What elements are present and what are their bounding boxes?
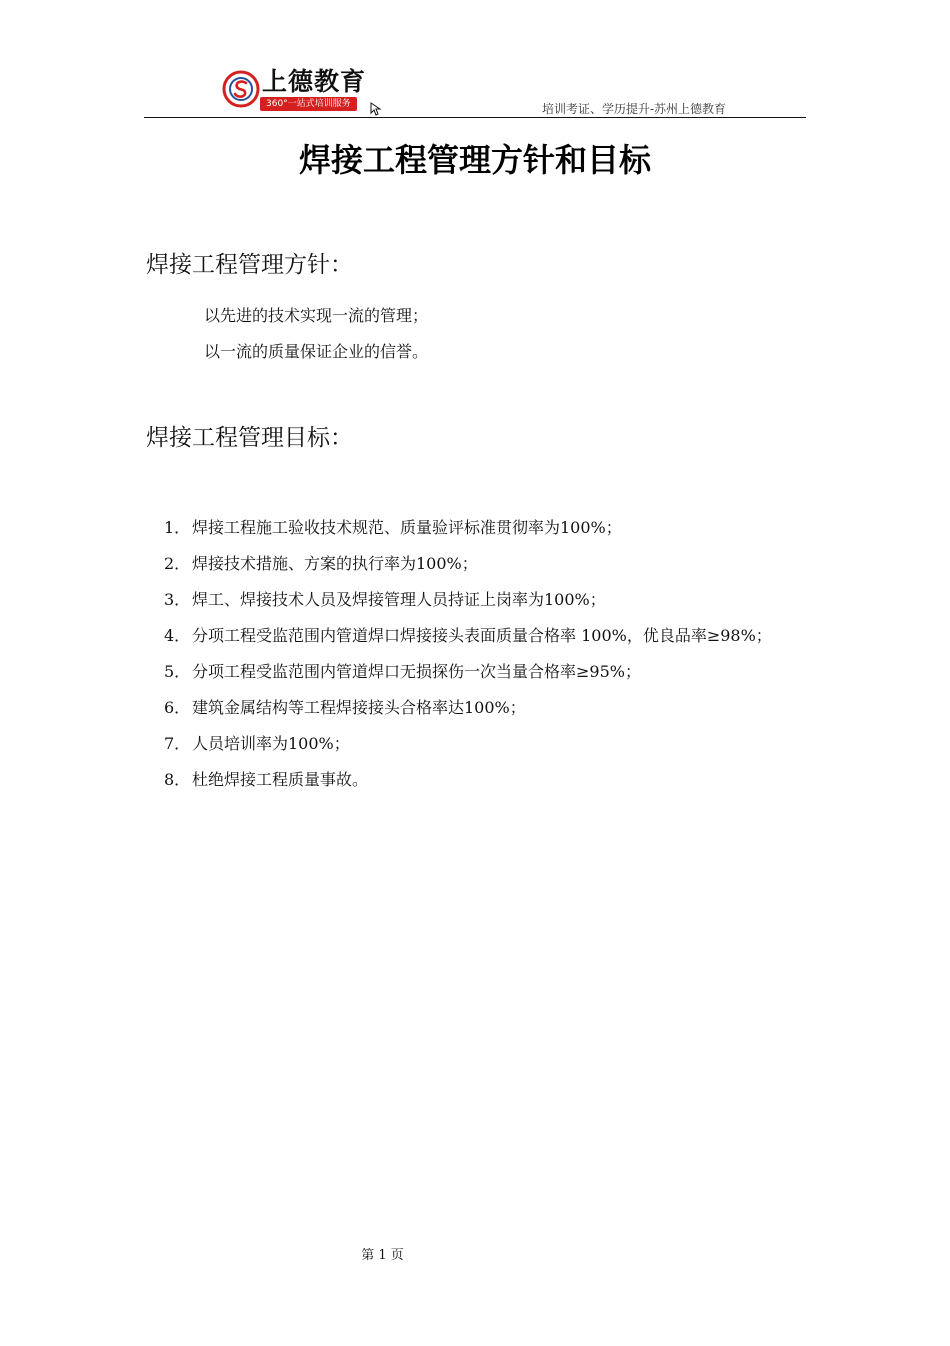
- header-tagline: 培训考证、学历提升-苏州上德教育: [541, 102, 726, 116]
- policy-line: 以一流的质量保证企业的信誉。: [204, 342, 429, 361]
- cursor-icon: [370, 102, 382, 116]
- logo-text: 上德教育: [262, 67, 367, 96]
- goal-text: 杜绝焊接工程质量事故。: [192, 770, 369, 789]
- logo-tagline: 360°一站式培训服务: [260, 97, 357, 111]
- goal-item: [146, 654, 808, 690]
- goal-number: 1．: [164, 518, 191, 537]
- goal-item: [146, 582, 808, 618]
- goal-number: 8．: [164, 770, 191, 789]
- goals-heading: 焊接工程管理目标：: [146, 425, 353, 451]
- goal-text: 分项工程受监范围内管道焊口焊接接头表面质量合格率 100%，优良品率≥98%；: [192, 626, 772, 645]
- goal-number: 6．: [164, 698, 191, 717]
- goal-item: [146, 546, 808, 582]
- logo-emblem-icon: [222, 70, 260, 108]
- goal-number: 7．: [164, 734, 191, 753]
- policy-heading: 焊接工程管理方针：: [146, 252, 353, 278]
- goal-text: 建筑金属结构等工程焊接接头合格率达100%；: [192, 698, 526, 717]
- goal-item: [146, 690, 808, 726]
- goal-item: [146, 726, 808, 762]
- goal-number: 4．: [164, 626, 191, 645]
- goal-item: [146, 762, 808, 798]
- goal-text: 分项工程受监范围内管道焊口无损探伤一次当量合格率≥95%；: [192, 662, 641, 681]
- goal-number: 3．: [164, 590, 191, 609]
- goal-number: 5．: [164, 662, 191, 681]
- company-logo: [222, 68, 392, 118]
- policy-line: 以先进的技术实现一流的管理；: [204, 306, 429, 325]
- goal-item: [146, 510, 808, 546]
- goal-text: 人员培训率为100%；: [192, 734, 350, 753]
- goal-item: [146, 618, 808, 654]
- goal-text: 焊工、焊接技术人员及焊接管理人员持证上岗率为100%；: [192, 590, 606, 609]
- goal-text: 焊接技术措施、方案的执行率为100%；: [192, 554, 478, 573]
- goal-number: 2．: [164, 554, 191, 573]
- document-title: 焊接工程管理方针和目标: [298, 141, 651, 179]
- page-header: [144, 60, 806, 120]
- header-divider: [144, 117, 806, 118]
- goal-text: 焊接工程施工验收技术规范、质量验评标准贯彻率为100%；: [192, 518, 622, 537]
- page-number: 第 1 页: [361, 1248, 404, 1263]
- goal-list: [146, 510, 808, 798]
